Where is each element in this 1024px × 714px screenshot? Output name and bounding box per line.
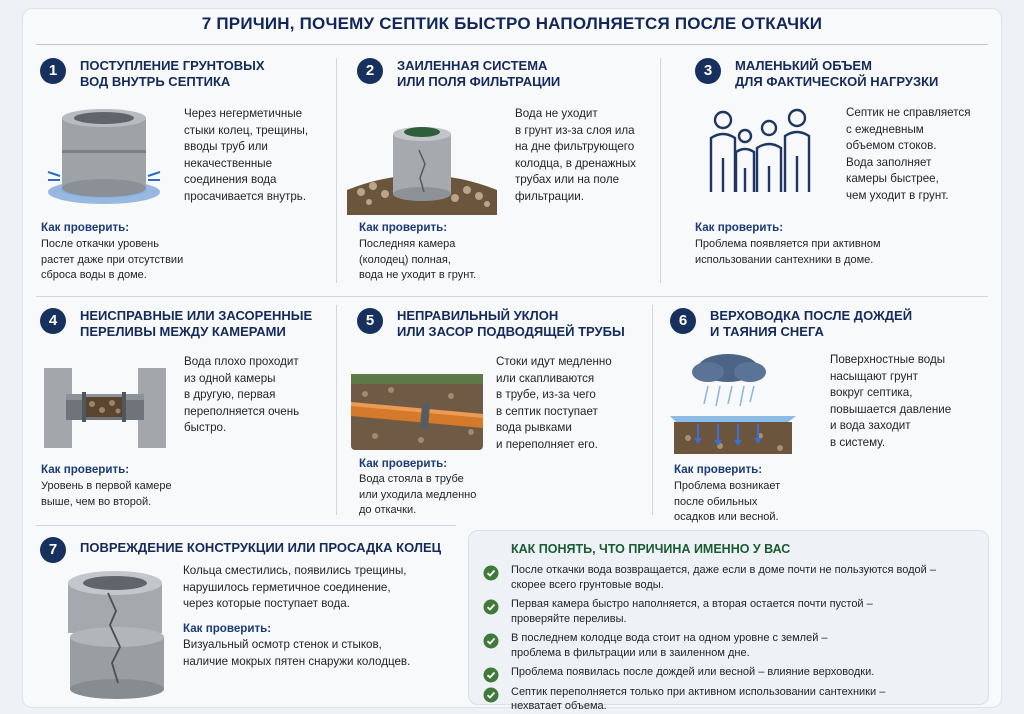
cause-description: Поверхностные воды насыщают грунт вокруг септика, повышается давление и вода заходит в систему. (830, 353, 952, 449)
list-item: В последнем колодце вода стоит на одном уровне с землей – проблема в фильтрации или в заиленном дне. (483, 631, 983, 660)
cause-description: Кольца сместились, появились трещины, нарушилось герметичное соединение, через которые поступает вода. (183, 564, 407, 610)
check-shield-icon (483, 599, 499, 615)
septic-ring-water-seepage-icon (44, 106, 164, 211)
check-text: Вода стояла в трубе или уходила медленно до откачки. (359, 473, 477, 516)
cause-number-badge: 1 (40, 58, 66, 84)
cause-number-badge: 2 (357, 58, 383, 84)
row-divider-1 (36, 296, 988, 297)
cause-heading: МАЛЕНЬКИЙ ОБЪЕМ ДЛЯ ФАКТИЧЕСКОЙ НАГРУЗКИ (735, 58, 939, 89)
check-label: Как проверить: (183, 622, 272, 635)
cause-heading: НЕИСПРАВНЫЕ ИЛИ ЗАСОРЕННЫЕ ПЕРЕЛИВЫ МЕЖДУ КАМЕРАМИ (80, 308, 313, 339)
check-shield-icon (483, 667, 499, 683)
summary-panel (468, 530, 989, 712)
clogged-overflow-pipe-icon (42, 364, 168, 450)
check-label: Как проверить: (359, 457, 448, 470)
cause-description: Вода плохо проходит из одной камеры в другую, первая переполняется очень быстро. (184, 355, 300, 434)
cause-number-badge: 4 (40, 308, 66, 334)
column-divider-1 (336, 58, 337, 283)
cause-heading: ПОВРЕЖДЕНИЕ КОНСТРУКЦИИ ИЛИ ПРОСАДКА КОЛЕЦ (80, 540, 442, 555)
inlet-pipe-in-soil-icon (351, 370, 483, 452)
check-shield-icon (483, 565, 499, 581)
cause-heading: ПОСТУПЛЕНИЕ ГРУНТОВЫХ ВОД ВНУТРЬ СЕПТИКА (80, 58, 265, 89)
cause-card-4 (40, 308, 330, 518)
cause-number-badge: 5 (357, 308, 383, 334)
check-text: Уровень в первой камере выше, чем во второй. (41, 480, 172, 508)
check-shield-icon (483, 687, 499, 703)
family-people-icon (705, 108, 817, 198)
check-text: Проблема появляется при активном использовании сантехники в доме. (695, 238, 881, 266)
check-text: Проблема возникает после обильных осадков или весной. (674, 480, 781, 523)
cause-card-5 (357, 308, 647, 518)
list-item: Первая камера быстро наполняется, а вторая остается почти пустой – проверяйте переливы. (483, 597, 983, 626)
check-label: Как проверить: (359, 221, 448, 234)
list-item: После откачки вода возвращается, даже если в доме почти не пользуются водой – скорее всего грунтовые воды. (483, 563, 983, 592)
check-label: Как проверить: (674, 463, 763, 476)
cracked-concrete-rings-icon (60, 565, 170, 705)
check-text: Визуальный осмотр стенок и стыков, наличие мокрых пятен снаружи колодцев. (183, 638, 411, 668)
cause-number-badge: 3 (695, 58, 721, 84)
list-item: Проблема появилась после дождей или весной – влияние верховодки. (483, 665, 983, 680)
cause-number-badge: 7 (40, 537, 66, 563)
summary-list (483, 563, 983, 714)
check-label: Как проверить: (695, 221, 784, 234)
cause-card-2 (357, 58, 655, 288)
summary-title: КАК ПОНЯТЬ, ЧТО ПРИЧИНА ИМЕННО У ВАС (511, 542, 791, 556)
cause-heading: ЗАИЛЕННАЯ СИСТЕМА ИЛИ ПОЛЯ ФИЛЬТРАЦИИ (397, 58, 561, 89)
filter-well-gravel-icon (347, 120, 497, 215)
cause-description: Стоки идут медленно или скапливаются в трубе, из-за чего в септик поступает вода рывками и переполняет его. (496, 355, 612, 451)
page-title: 7 ПРИЧИН, ПОЧЕМУ СЕПТИК БЫСТРО НАПОЛНЯЕТСЯ ПОСЛЕ ОТКАЧКИ (201, 14, 823, 33)
cause-card-1 (40, 58, 330, 288)
title-divider (36, 44, 988, 45)
cause-description: Через негерметичные стыки колец, трещины, вводы труб или некачественные соединения вода просачивается внутрь. (184, 107, 309, 203)
check-label: Как проверить: (41, 221, 130, 234)
check-shield-icon (483, 633, 499, 649)
cause-heading: НЕПРАВИЛЬНЫЙ УКЛОН ИЛИ ЗАСОР ПОДВОДЯЩЕЙ ТРУБЫ (397, 308, 625, 339)
row-divider-2 (36, 525, 456, 526)
list-item: Септик переполняется только при активном использовании сантехники – нехватает объема. (483, 685, 983, 714)
cause-card-3 (695, 58, 990, 288)
check-text: После откачки уровень растет даже при отсутствии сброса воды в доме. (41, 238, 184, 281)
cause-card-6 (670, 308, 990, 523)
check-text: Последняя камера (колодец) полная, вода не уходит в грунт. (359, 238, 477, 281)
cause-heading: ВЕРХОВОДКА ПОСЛЕ ДОЖДЕЙ И ТАЯНИЯ СНЕГА (710, 308, 913, 339)
cause-description: Вода не уходит в грунт из-за слоя ила на дне фильтрующего колодца, в дренажных трубах или на поле фильтрации. (515, 107, 636, 203)
cause-description: Септик не справляется с ежедневным объемом стоков. Вода заполняет камеры быстрее, чем уходит в грунт. (846, 106, 971, 202)
check-label: Как проверить: (41, 463, 130, 476)
rain-cloud-ground-water-icon (668, 350, 798, 456)
cause-number-badge: 6 (670, 308, 696, 334)
cause-card-7 (40, 537, 460, 707)
column-divider-2 (660, 58, 661, 283)
